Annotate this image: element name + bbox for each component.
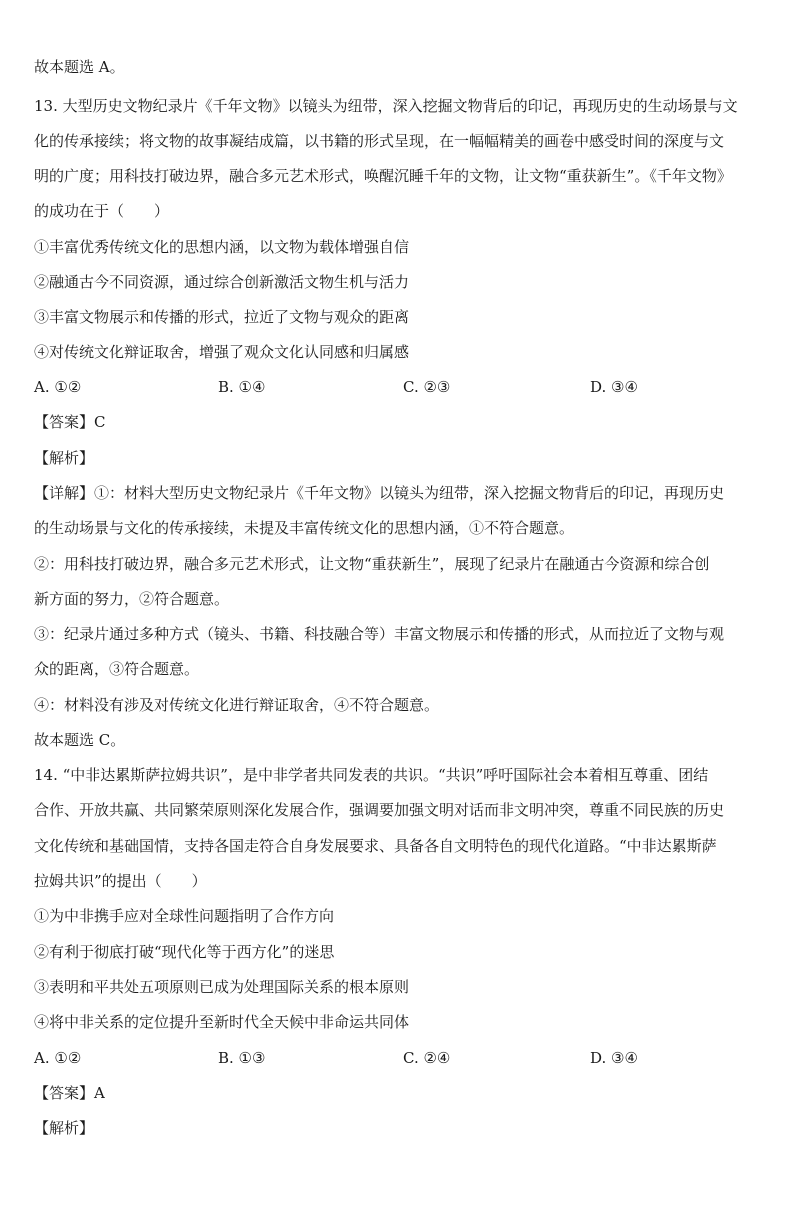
- q13-detail-line: 新方面的努力，②符合题意。: [34, 590, 230, 608]
- q13-item: ③丰富文物展示和传播的形式，拉近了文物与观众的距离: [34, 308, 410, 326]
- q14-answer: 【答案】A: [34, 1084, 105, 1102]
- q13-conclusion: 故本题选 C。: [34, 731, 126, 749]
- q14-item: ④将中非关系的定位提升至新时代全天候中非命运共同体: [34, 1013, 410, 1031]
- q14-stem-line: 文化传统和基础国情，支持各国走符合自身发展要求、具备各自文明特色的现代化道路。“中非达累斯萨: [34, 837, 717, 855]
- q14-option-d: D. ③④: [590, 1049, 638, 1067]
- q14-options: [34, 1047, 770, 1069]
- q13-detail-line: 的生动场景与文化的传承接续，未提及丰富传统文化的思想内涵，①不符合题意。: [34, 519, 575, 537]
- q13-stem-line: 13. 大型历史文物纪录片《千年文物》以镜头为纽带，深入挖掘文物背后的印记，再现历史的生动场景与文: [34, 97, 738, 115]
- q14-option-b: B. ①③: [218, 1049, 266, 1067]
- q14-stem-line: 拉姆共识”的提出（ ）: [34, 872, 207, 890]
- q14-item: ②有利于彻底打破“现代化等于西方化”的迷思: [34, 943, 335, 961]
- q13-option-a: A. ①②: [34, 378, 82, 396]
- q13-stem-line: 的成功在于（ ）: [34, 202, 170, 220]
- q14-option-c: C. ②④: [403, 1049, 451, 1067]
- q13-options: [34, 376, 770, 398]
- q14-item: ③表明和平共处五项原则已成为处理国际关系的根本原则: [34, 978, 410, 996]
- q13-detail-line: 【详解】①：材料大型历史文物纪录片《千年文物》以镜头为纽带，深入挖掘文物背后的印记，再现历史: [34, 484, 725, 502]
- q13-analysis-label: 【解析】: [34, 449, 95, 467]
- q13-item: ②融通古今不同资源，通过综合创新激活文物生机与活力: [34, 273, 410, 291]
- q13-detail-line: 众的距离，③符合题意。: [34, 660, 200, 678]
- q13-answer: 【答案】C: [34, 413, 106, 431]
- q13-stem-line: 明的广度；用科技打破边界，融合多元艺术形式，唤醒沉睡千年的文物，让文物“重获新生”。《千年文物》: [34, 167, 732, 185]
- q13-detail-line: ②：用科技打破边界，融合多元艺术形式，让文物“重获新生”，展现了纪录片在融通古今资源和综合创: [34, 555, 710, 573]
- q14-item: ①为中非携手应对全球性问题指明了合作方向: [34, 907, 335, 925]
- q13-item: ①丰富优秀传统文化的思想内涵，以文物为载体增强自信: [34, 238, 410, 256]
- q13-item: ④对传统文化辩证取舍，增强了观众文化认同感和归属感: [34, 343, 410, 361]
- q14-stem-line: 合作、开放共赢、共同繁荣原则深化发展合作，强调要加强文明对话而非文明冲突，尊重不同民族的历史: [34, 801, 725, 819]
- q13-option-d: D. ③④: [590, 378, 638, 396]
- q13-option-c: C. ②③: [403, 378, 451, 396]
- q14-stem-line: 14. “中非达累斯萨拉姆共识”，是中非学者共同发表的共识。“共识”呼吁国际社会本着相互尊重、团结: [34, 766, 709, 784]
- q13-stem-line: 化的传承接续；将文物的故事凝结成篇，以书籍的形式呈现，在一幅幅精美的画卷中感受时间的深度与文: [34, 132, 725, 150]
- previous-conclusion: 故本题选 A。: [34, 58, 125, 76]
- q13-detail-line: ④：材料没有涉及对传统文化进行辩证取舍，④不符合题意。: [34, 696, 440, 714]
- q14-analysis-label: 【解析】: [34, 1119, 95, 1137]
- q14-option-a: A. ①②: [34, 1049, 82, 1067]
- q13-detail-line: ③：纪录片通过多种方式（镜头、书籍、科技融合等）丰富文物展示和传播的形式，从而拉近了文物与观: [34, 625, 725, 643]
- q13-option-b: B. ①④: [218, 378, 266, 396]
